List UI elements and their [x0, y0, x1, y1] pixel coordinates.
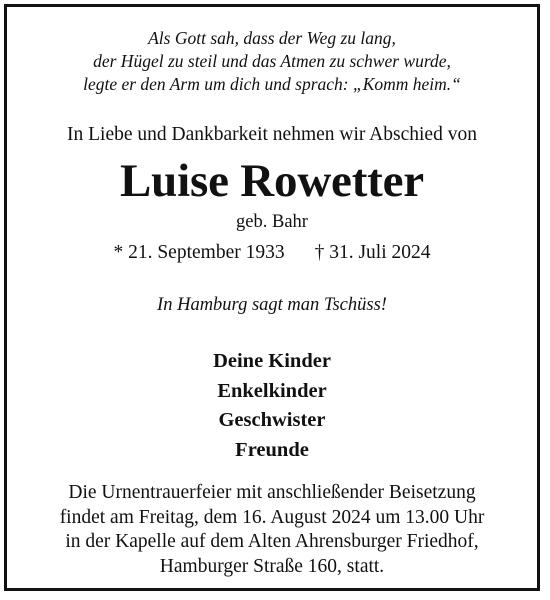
born-name: geb. Bahr [236, 212, 308, 232]
ceremony-line: Hamburger Straße 160, statt. [159, 555, 385, 577]
deceased-name: Luise Rowetter [120, 155, 424, 207]
ceremony-details [7, 481, 537, 579]
obituary-frame [4, 4, 540, 591]
ceremony-line: Die Urnentrauerfeier mit anschließender Beisetzung [68, 482, 476, 503]
mourner-item: Geschwister [218, 409, 326, 431]
poem-line: Als Gott sah, dass der Weg zu lang, [148, 28, 396, 48]
poem-line: der Hügel zu steil und das Atmen zu schwer wurde, [93, 51, 451, 71]
mourners-list [7, 347, 537, 465]
intro-text: In Liebe und Dankbarkeit nehmen wir Abschied von [67, 124, 477, 145]
ceremony-line: in der Kapelle auf dem Alten Ahrensburger Friedhof, [65, 531, 479, 552]
ceremony-line: findet am Freitag, dem 16. August 2024 um 13.00 Uhr [59, 506, 485, 528]
farewell-quote: In Hamburg sagt man Tschüss! [157, 295, 387, 315]
birth-date: * 21. September 1933 [113, 242, 285, 263]
poem-line: legte er den Arm um dich und sprach: „Komm heim.“ [83, 74, 461, 94]
mourner-item: Deine Kinder [213, 350, 331, 372]
life-dates [7, 240, 537, 266]
mourner-item: Freunde [235, 438, 309, 461]
mourner-item: Enkelkinder [217, 379, 327, 402]
death-date: † 31. Juli 2024 [314, 242, 431, 263]
poem [7, 27, 537, 96]
